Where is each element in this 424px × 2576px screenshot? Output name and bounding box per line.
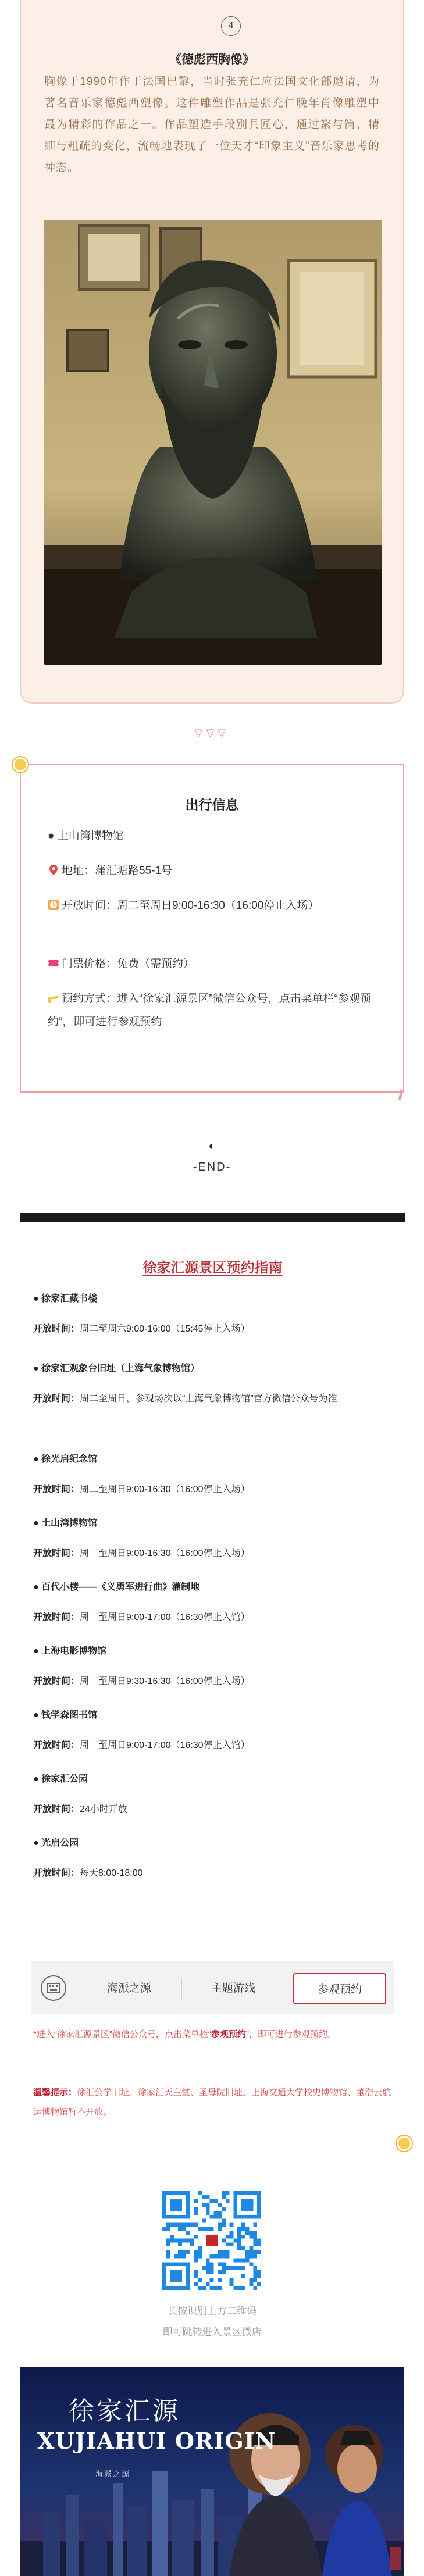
venue-item-observatory (33, 1358, 392, 1410)
item-number-badge: 4 (221, 16, 241, 36)
keyboard-icon[interactable] (41, 1975, 66, 2001)
price-row (48, 952, 376, 976)
hours-label: 开放时间： (33, 1804, 80, 1814)
venue-name: ● 徐光启纪念馆 (33, 1454, 98, 1464)
hours-label: 开放时间： (33, 1868, 80, 1878)
menu-item-booking[interactable]: 参观预约 (293, 1973, 386, 2004)
booking-note (33, 2025, 392, 2045)
hours-row (48, 894, 376, 918)
hours-text: 开放时间：周二至周日9:00-16:30（16:00停止入场） (62, 900, 319, 912)
clock-icon (48, 896, 59, 908)
menu-item-haipai[interactable]: 海派之源 (106, 1982, 151, 1995)
venue-item-qian-library (33, 1705, 392, 1756)
sculpture-description: 胸像于1990年作于法国巴黎，当时张充仁应法国文化部邀请，为著名音乐家德彪西塑像。这件雕塑作品是张充仁晚年肖像雕塑中最为精彩的作品之一。作品塑造手段别具匠心，通过繁与简、精细与粗疏的变化，流畅地表现了一位天才“印象主义”音乐家思考的神态。 (44, 76, 380, 174)
corner-dot-decoration (13, 757, 28, 772)
venue-hours: 周二至周日9:30-16:30（16:00停止入场） (80, 1676, 250, 1686)
hours-label: 开放时间： (33, 1549, 80, 1558)
venue-hours: 周二至周日，参观场次以“上海气象博物馆”官方微信公众号为准 (80, 1394, 337, 1404)
warm-tip (33, 2083, 392, 2122)
venue-item-xu-guangqi (33, 1449, 392, 1500)
pointing-hand-icon (48, 989, 59, 1001)
address-row (48, 859, 376, 883)
venue-name: ● 上海电影博物馆 (33, 1646, 107, 1656)
address-text: 地址：蒲汇塘路55-1号 (62, 865, 173, 877)
section-divider: ▽▽▽ (194, 727, 230, 738)
hours-label: 开放时间： (33, 1740, 80, 1750)
menu-divider (181, 1978, 182, 2000)
venue-name: ● 百代小楼——《义勇军进行曲》灌制地 (33, 1582, 200, 1592)
booking-text: 预约方式：进入“徐家汇源景区”微信公众号，点击菜单栏“参观预约”，即可进行参观预约 (48, 993, 371, 1028)
banner-subtitle: 海派之源 (95, 2470, 131, 2478)
hours-label: 开放时间： (33, 1612, 80, 1622)
venue-item-xujiahui-park (33, 1769, 392, 1820)
venue-item-tushanwan (33, 1513, 392, 1564)
venue-name: ● 徐家汇观象台旧址（上海气象博物馆） (33, 1364, 200, 1373)
travel-info-title: 出行信息 (185, 797, 239, 812)
debussy-bust-photo (44, 220, 382, 665)
qr-code[interactable] (162, 2191, 261, 2290)
wechat-menu-bar (31, 1961, 394, 2014)
venue-item-pathe (33, 1577, 392, 1628)
reservation-guide-panel (20, 1213, 405, 2143)
guide-title: 徐家汇源景区预约指南 (142, 1260, 283, 1276)
venue-item-library (33, 1289, 392, 1340)
hours-label: 开放时间： (33, 1676, 80, 1686)
end-marker: -END- (193, 1161, 231, 1173)
venue-item-guangqi-park (33, 1833, 392, 1884)
venue-name: ● 土山湾博物馆 (33, 1518, 98, 1528)
qr-caption-1: 长按识别上方二维码 (168, 2306, 256, 2317)
sculpture-title: 《德彪西胸像》 (169, 53, 255, 66)
venue-hours: 24小时开放 (80, 1804, 127, 1814)
hours-label: 开放时间： (33, 1485, 80, 1494)
venue-name: ● 徐家汇藏书楼 (33, 1294, 98, 1304)
venue-hours: 每天8:00-18:00 (80, 1868, 143, 1878)
venue-hours: 周二至周日9:00-17:00（16:30停止入馆） (80, 1740, 250, 1750)
moon-icon: ◐ (208, 1140, 216, 1153)
ticket-icon (48, 954, 59, 966)
hours-label: 开放时间： (33, 1324, 80, 1334)
travel-info-card (20, 764, 404, 1103)
booking-row (48, 987, 376, 1034)
xujiahui-origin-banner (20, 2367, 404, 2576)
venue-name: ● 钱学森图书馆 (33, 1710, 98, 1720)
note-bold: 参观预约 (211, 2029, 246, 2039)
venue-item-film-museum (33, 1641, 392, 1692)
corner-slash-decoration: // (398, 1088, 401, 1103)
sculpture-card (20, 0, 404, 704)
banner-title-cn: 徐家汇源 (69, 2396, 180, 2426)
note-suffix: ”，即可进行参观预约。 (245, 2029, 336, 2039)
note-prefix: *进入“徐家汇源景区”微信公众号，点击菜单栏“ (33, 2029, 211, 2039)
venue-hours: 周二至周日9:00-16:30（16:00停止入场） (80, 1549, 250, 1558)
venue-name: ● 土山湾博物馆 (48, 830, 124, 842)
price-text: 门票价格：免费（需预约） (62, 958, 195, 970)
pin-icon (48, 861, 59, 873)
venue-name: ● 光启公园 (33, 1838, 79, 1848)
corner-dot-decoration (397, 2136, 412, 2151)
warm-tip-text: 徐汇公学旧址、徐家汇天主堂、圣母院旧址、上海交通大学校史博物馆、董浩云航运博物馆暂不开放。 (33, 2088, 391, 2117)
venue-hours: 周二至周日9:00-17:00（16:30停止入馆） (80, 1612, 250, 1622)
menu-item-theme-routes[interactable]: 主题游线 (211, 1982, 255, 1995)
venue-name: ● 徐家汇公园 (33, 1774, 88, 1784)
warm-tip-label: 温馨提示： (33, 2088, 77, 2097)
venue-hours: 周二至周六9:00-16:00（15:45停止入场） (80, 1324, 250, 1334)
hours-label: 开放时间： (33, 1394, 80, 1404)
banner-title-en: XUJIAHUI ORIGIN (37, 2428, 276, 2454)
qr-caption-2: 即可跳转进入景区微店 (162, 2327, 262, 2338)
venue-hours: 周二至周日9:00-16:30（16:00停止入场） (80, 1485, 250, 1494)
